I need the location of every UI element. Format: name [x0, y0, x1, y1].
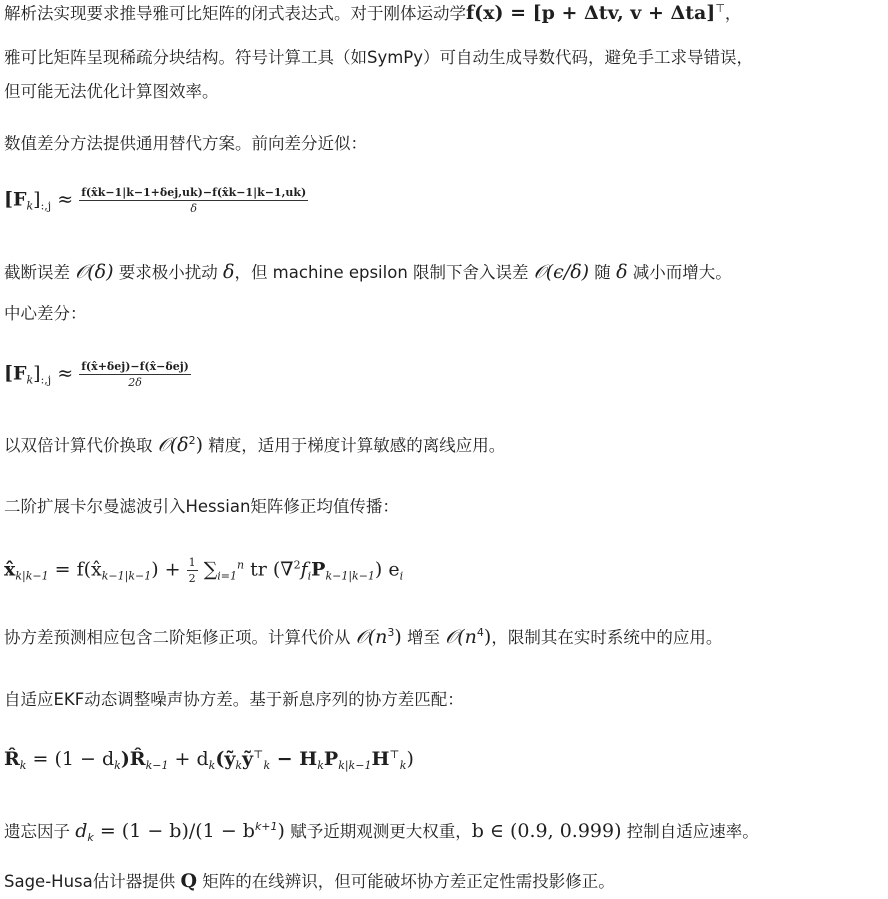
eq-approx: ≈	[51, 188, 80, 211]
eq-term: x̂	[4, 558, 16, 581]
math: )	[195, 434, 203, 456]
math: 𝒪(δ)	[75, 261, 114, 283]
eq-term: f	[300, 558, 308, 581]
paragraph-jacobian-line2: 雅可比矩阵呈现稀疏分块结构。符号计算工具（如SymPy）可自动生成导数代码，避免手工求导错误，	[4, 48, 754, 67]
paragraph-jacobian-line3: 但可能无法优化计算图效率。	[4, 82, 219, 101]
eq-sub: k	[19, 759, 27, 772]
eq-sub: i	[307, 569, 312, 583]
math: 𝒪(n	[445, 626, 477, 648]
eq-term: R̂	[4, 748, 20, 770]
eq-sub: :,j	[40, 373, 52, 387]
eq-sub: k	[114, 759, 121, 772]
eq-term: + d	[168, 748, 209, 770]
equation-forward-difference	[4, 186, 308, 215]
eq-sub: k	[263, 759, 271, 772]
eq-term: H	[371, 748, 390, 770]
eq-term: ) +	[151, 558, 187, 581]
eq-term: P	[323, 748, 339, 770]
text: 要求极小扰动	[113, 263, 223, 282]
formula-rigid-body: f(x) = [p + Δtv, v + Δta]	[466, 2, 716, 24]
text: Sage-Husa估计器提供	[4, 872, 181, 891]
text: 解析法实现要求推导雅可比矩阵的闭式表达式。对于刚体运动学	[4, 4, 466, 23]
eq-term: − H	[270, 748, 318, 770]
eq-term: P	[311, 558, 326, 581]
math: = (1 − b)/(1 − b	[93, 820, 255, 842]
eq-sub: k	[399, 759, 407, 772]
text: ，	[724, 4, 742, 23]
math-sup: k+1	[254, 820, 278, 833]
eq-term: ) e	[374, 558, 400, 581]
text: 赋予近期观测更大权重，	[284, 822, 472, 841]
fraction-denominator: 2δ	[128, 376, 142, 390]
paragraph-forgetting-factor	[4, 820, 759, 844]
math-sup: 4	[476, 626, 484, 639]
eq-sub: k	[317, 759, 324, 772]
fraction-numerator: f(x̂k−1|k−1+δej,uk)−f(x̂k−1|k−1,uk)	[79, 186, 308, 201]
eq-sub: k	[26, 373, 34, 387]
math-sub: k	[87, 831, 94, 844]
eq-approx: ≈	[51, 362, 80, 385]
equation-central-difference	[4, 360, 191, 389]
text: 减小而增大。	[627, 263, 732, 282]
transpose-mark: ⊤	[715, 2, 725, 15]
eq-term: tr (∇	[244, 558, 294, 581]
fraction-numerator: 1	[187, 556, 198, 571]
eq-sub: k−1	[145, 759, 169, 772]
eq-sub: k	[235, 759, 243, 772]
fraction-half	[187, 556, 198, 585]
eq-term: = (1 − d	[26, 748, 115, 770]
paragraph-second-order-ekf: 二阶扩展卡尔曼滤波引入Hessian矩阵修正均值传播：	[4, 497, 399, 516]
equation-covariance-matching	[4, 748, 414, 772]
eq-sub: i=1	[217, 569, 237, 583]
eq-sub: k	[208, 759, 216, 772]
math: d	[75, 820, 88, 842]
text: 精度，适用于梯度计算敏感的离线应用。	[203, 436, 506, 455]
eq-sup: n	[237, 558, 245, 572]
math: δ	[616, 261, 628, 283]
math-sup: 3	[387, 626, 395, 639]
fraction-denominator: δ	[190, 202, 198, 216]
eq-sup: ⊤	[253, 748, 264, 761]
math: 𝒪(δ	[157, 434, 189, 456]
eq-sup: ⊤	[389, 748, 400, 761]
math: )	[394, 626, 402, 648]
math: )	[277, 820, 285, 842]
math: )	[483, 626, 492, 648]
eq-term: ỹ	[242, 748, 254, 770]
eq-sub: k−1|k−1	[325, 569, 375, 583]
eq-term: )R̂	[120, 748, 146, 770]
text: 以双倍计算代价换取	[4, 436, 158, 455]
equation-mean-propagation	[4, 556, 403, 585]
eq-sub: i	[399, 569, 404, 583]
text: 截断误差	[4, 263, 76, 282]
fraction	[79, 186, 308, 215]
math: δ	[222, 261, 235, 283]
eq-bracket: ]	[33, 362, 41, 385]
text: 增至	[401, 628, 446, 647]
eq-term: )	[406, 748, 414, 770]
text: 协方差预测相应包含二阶矩修正项。计算代价从	[4, 628, 356, 647]
text: 控制自适应速率。	[621, 822, 759, 841]
eq-sup: 2	[293, 558, 301, 572]
math: 𝒪(ϵ/δ)	[533, 261, 590, 283]
paragraph-covariance-cost	[4, 626, 722, 649]
text: ，但 machine epsilon 限制下舍入误差	[234, 263, 534, 282]
fraction-numerator: f(x̂+δej)−f(x̂−δej)	[79, 360, 191, 375]
eq-sub: :,j	[40, 199, 52, 213]
eq-sub: k−1|k−1	[101, 569, 152, 583]
paragraph-double-cost	[4, 434, 505, 457]
text: 矩阵的在线辨识，但可能破坏协方差正定性需投影修正。	[197, 872, 615, 891]
paragraph-sage-husa	[4, 870, 615, 893]
eq-lhs: [F	[4, 188, 27, 211]
paragraph-adaptive-ekf: 自适应EKF动态调整噪声协方差。基于新息序列的协方差匹配：	[4, 690, 464, 709]
eq-lhs: [F	[4, 362, 27, 385]
eq-sub: k|k−1	[15, 569, 49, 583]
math: b ∈ (0.9, 0.999)	[471, 820, 622, 842]
fraction	[79, 360, 191, 389]
math-sup: 2	[188, 434, 196, 447]
eq-term: = f(x̂	[48, 558, 102, 581]
sum-symbol: ∑	[197, 558, 218, 581]
fraction-denominator: 2	[188, 572, 196, 586]
eq-term: (ỹ	[215, 748, 236, 770]
paragraph-numerical-diff: 数值差分方法提供通用替代方案。前向差分近似：	[4, 134, 367, 153]
math: Q	[180, 870, 198, 892]
math: 𝒪(n	[355, 626, 388, 648]
text: 遗忘因子	[4, 822, 76, 841]
eq-sub: k|k−1	[338, 759, 372, 772]
paragraph-jacobian-line1	[4, 2, 741, 25]
eq-bracket: ]	[33, 188, 41, 211]
eq-sub: k	[26, 199, 34, 213]
text: 随	[589, 263, 617, 282]
paragraph-central-diff-label: 中心差分：	[4, 304, 87, 323]
text: ，限制其在实时系统中的应用。	[491, 628, 723, 647]
paragraph-truncation-error	[4, 261, 732, 284]
